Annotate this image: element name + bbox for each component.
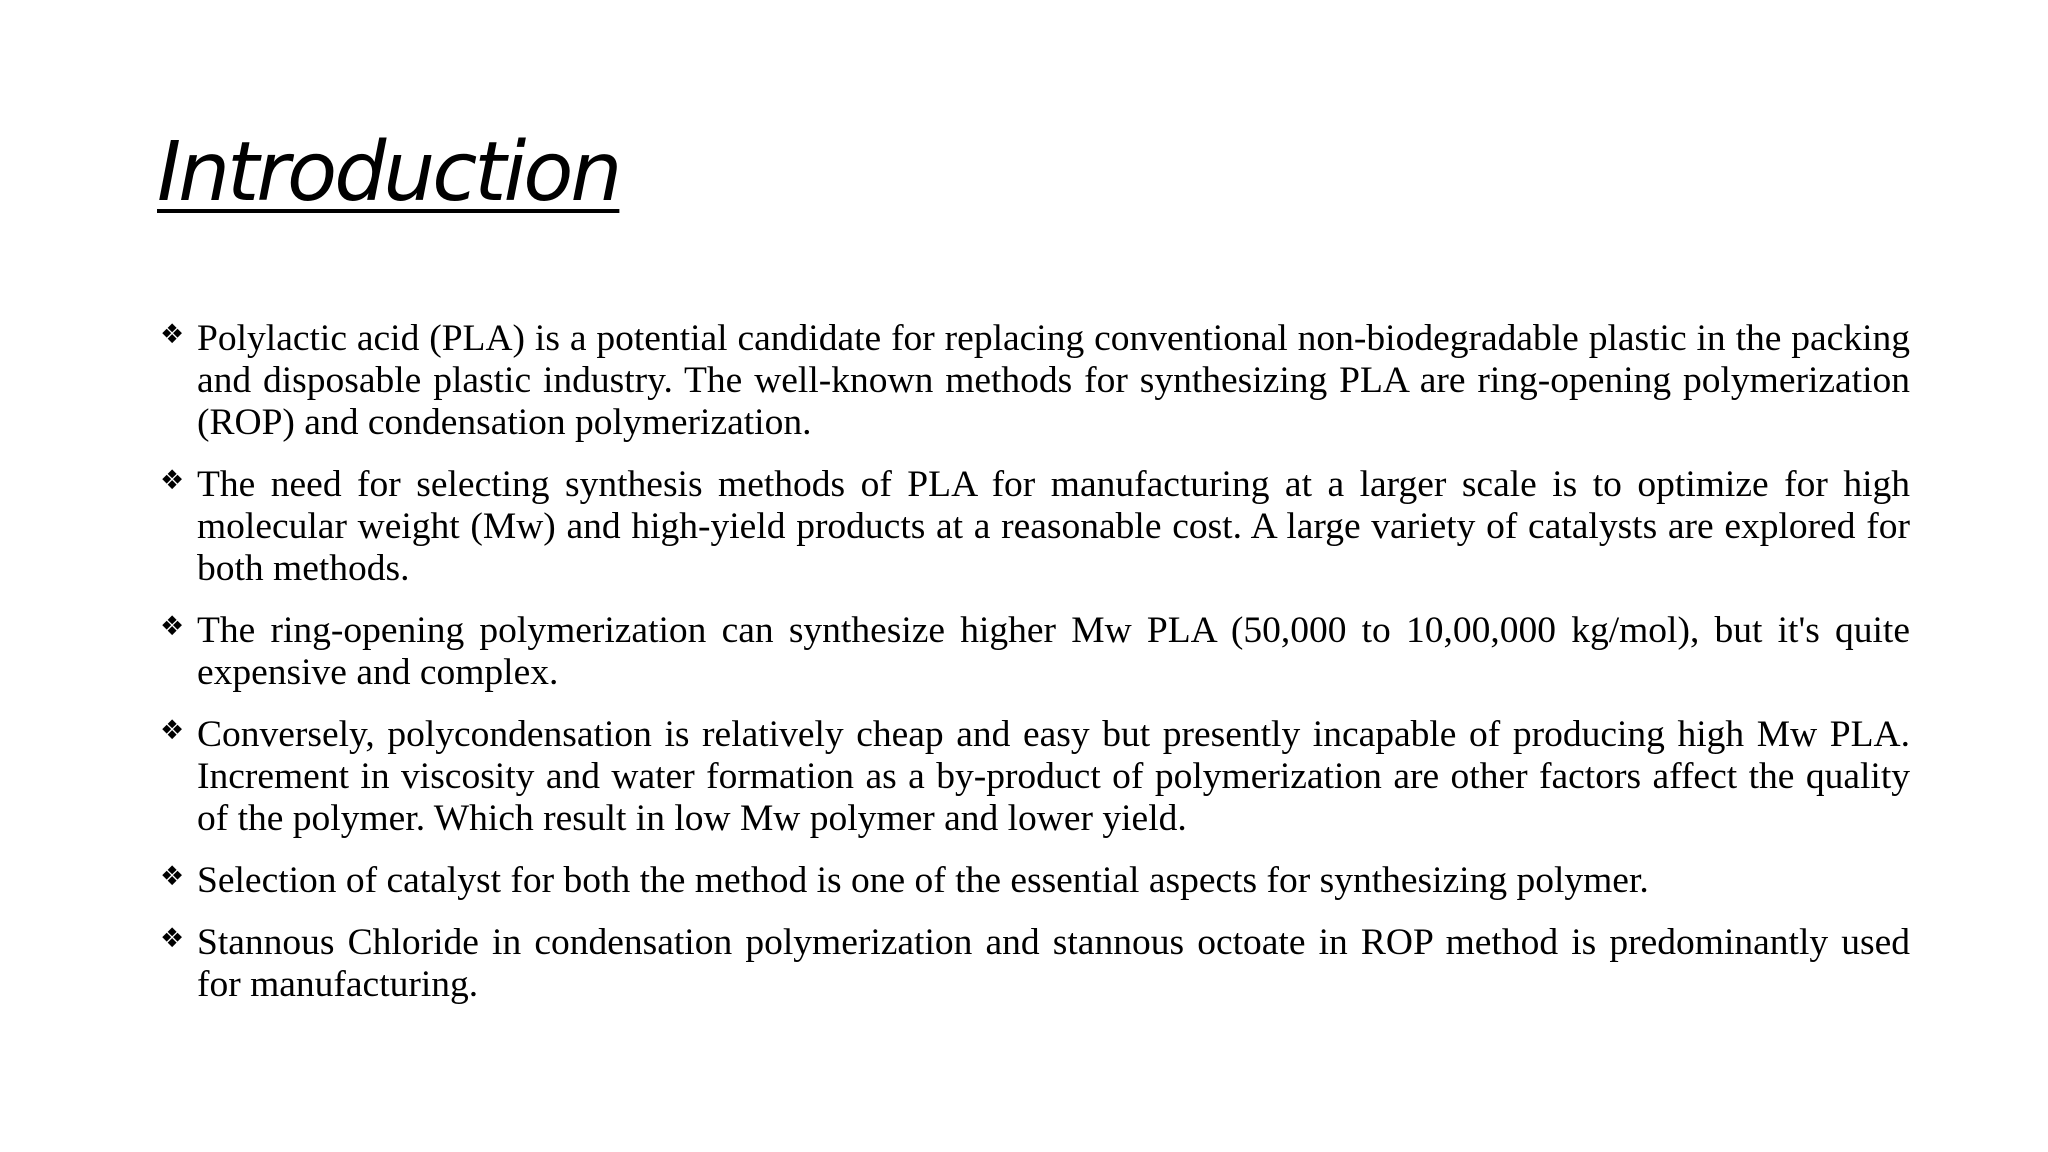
four-diamond-bullet-icon: ❖ (160, 861, 185, 892)
bullet-text: Selection of catalyst for both the method is one of the essential aspects for synthesizing polymer. (197, 860, 1649, 901)
bullet-text: The need for selecting synthesis methods of PLA for manufacturing at a larger scale is to optimize for high molecular weight (Mw) and high-yield products at a reasonable cost. A large variety of catalysts are explored for both methods. (197, 464, 1910, 589)
bullet-item (160, 714, 1910, 840)
bullet-item (160, 318, 1910, 444)
bullet-text: The ring-opening polymerization can synthesize higher Mw PLA (50,000 to 10,00,000 kg/mol), but it's quite expensive and complex. (197, 610, 1910, 693)
slide-title: Introduction (157, 125, 620, 220)
bullet-item (160, 922, 1910, 1006)
four-diamond-bullet-icon: ❖ (160, 923, 185, 954)
bullet-text: Stannous Chloride in condensation polymerization and stannous octoate in ROP method is predominantly used for manufacturing. (197, 922, 1910, 1005)
bullet-text: Polylactic acid (PLA) is a potential candidate for replacing conventional non-biodegradable plastic in the packing and disposable plastic industry. The well-known methods for synthesizing PLA are ring-opening polymerization (ROP) and condensation polymerization. (197, 318, 1910, 443)
bullet-text: Conversely, polycondensation is relatively cheap and easy but presently incapable of producing high Mw PLA. Increment in viscosity and water formation as a by-product of polymerization are other factors affect the quality of the polymer. Which result in low Mw polymer and lower yield. (197, 714, 1910, 839)
four-diamond-bullet-icon: ❖ (160, 319, 185, 350)
bullet-item (160, 860, 1910, 902)
bullet-item (160, 610, 1910, 694)
four-diamond-bullet-icon: ❖ (160, 465, 185, 496)
bullet-item (160, 464, 1910, 590)
four-diamond-bullet-icon: ❖ (160, 611, 185, 642)
bullet-list (160, 318, 1910, 1026)
four-diamond-bullet-icon: ❖ (160, 715, 185, 746)
